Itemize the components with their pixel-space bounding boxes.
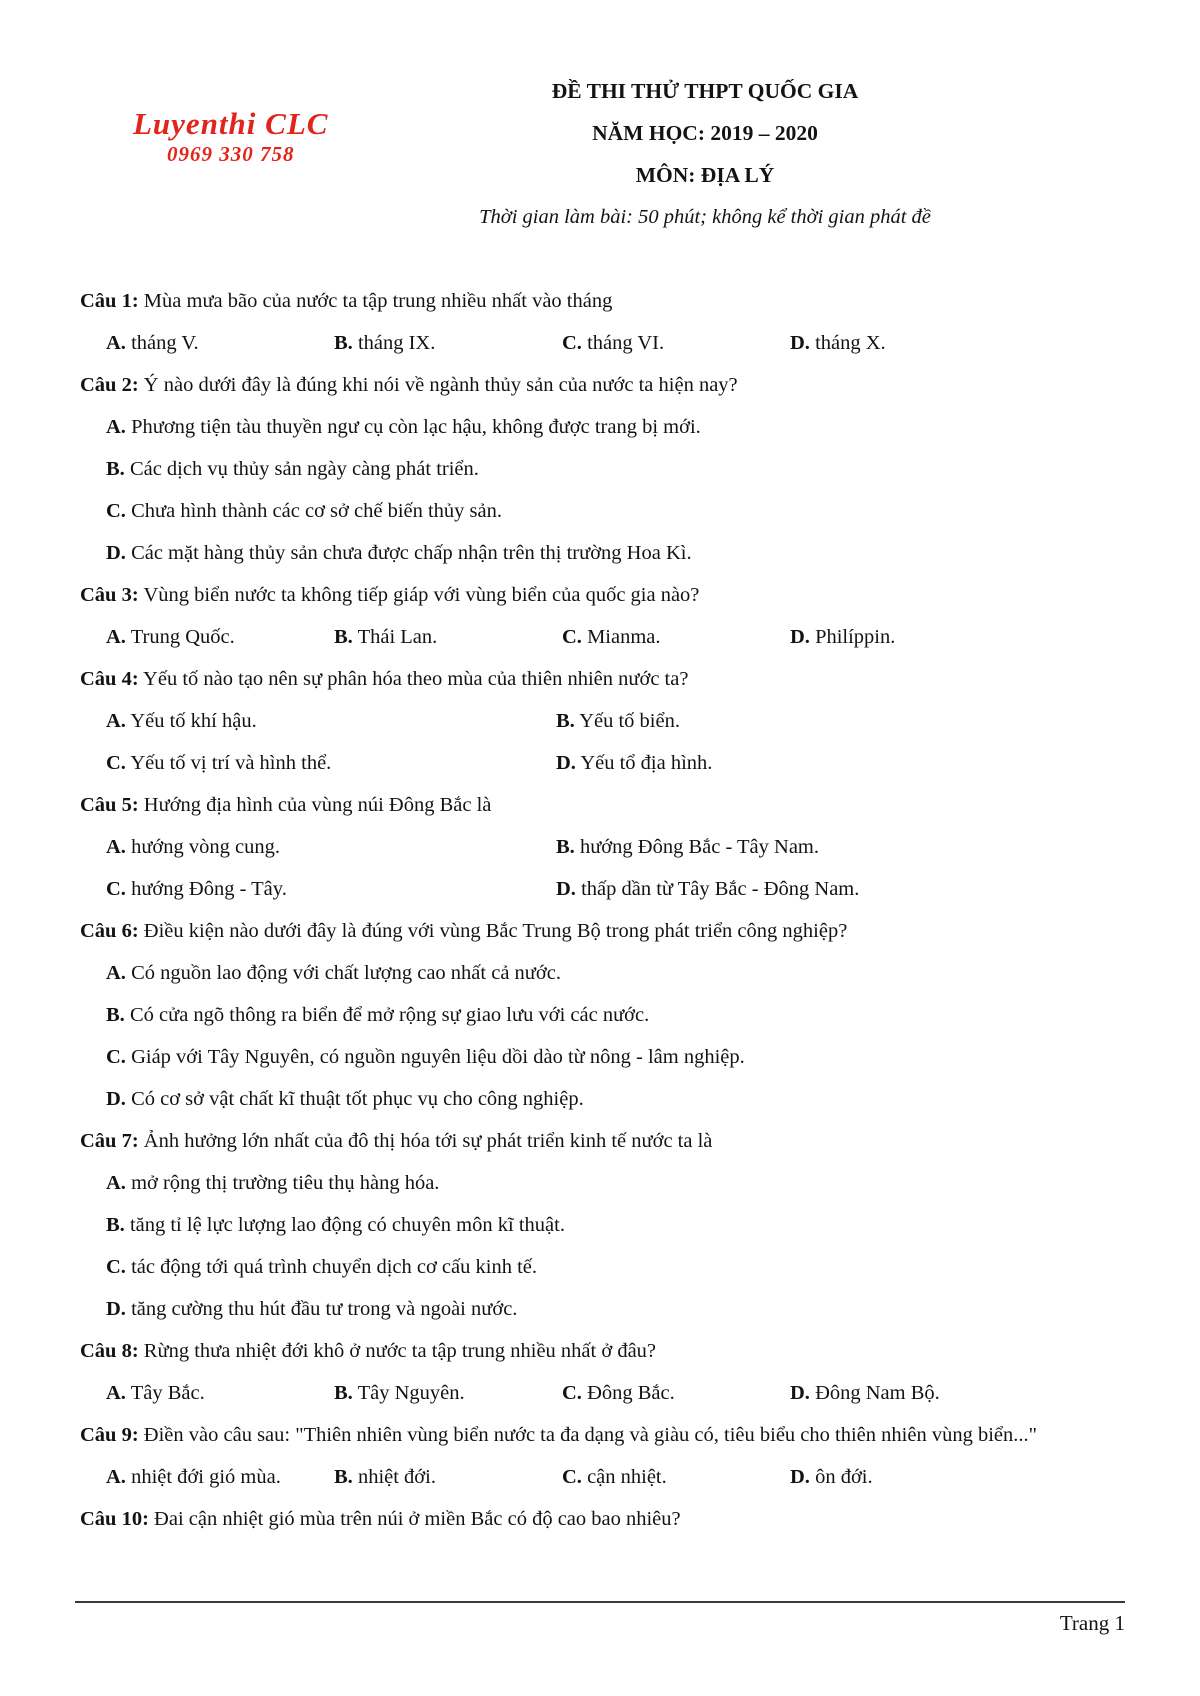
question-text: Ý nào dưới đây là đúng khi nói về ngành thủy sản của nước ta hiện nay? (143, 374, 738, 396)
option-a: A. Tây Bắc. (106, 1382, 205, 1404)
options-row (106, 1456, 1124, 1498)
question-10 (80, 1498, 1124, 1540)
question-8 (80, 1330, 1124, 1414)
option-d: D. Philíppin. (790, 626, 896, 648)
subject: MÔN: ĐỊA LÝ (635, 163, 775, 187)
exam-title: ĐỀ THI THỬ THPT QUỐC GIA (551, 79, 859, 103)
question-text: Đai cận nhiệt gió mùa trên núi ở miền Bắc có độ cao bao nhiêu? (154, 1508, 681, 1530)
question-label: Câu 6: (80, 920, 139, 942)
question-5 (80, 784, 1124, 910)
logo-phone: 0969 330 758 (166, 141, 295, 166)
logo (133, 108, 328, 165)
option-a: A. Có nguồn lao động với chất lượng cao nhất cả nước. (106, 962, 561, 984)
question-3 (80, 574, 1124, 658)
page-number: Trang 1 (1059, 1611, 1125, 1635)
question-label: Câu 7: (80, 1130, 139, 1152)
option-c: C. tác động tới quá trình chuyển dịch cơ cấu kinh tế. (106, 1256, 537, 1278)
question-text: Ảnh hưởng lớn nhất của đô thị hóa tới sự phát triển kinh tế nước ta là (143, 1130, 713, 1152)
option-b: B. tháng IX. (334, 332, 436, 354)
option-a: A. mở rộng thị trường tiêu thụ hàng hóa. (106, 1172, 440, 1194)
option-c: C. Đông Bắc. (562, 1382, 675, 1404)
options-grid (106, 700, 1124, 784)
options-list (106, 1162, 1124, 1330)
question-text: Hướng địa hình của vùng núi Đông Bắc là (143, 794, 492, 816)
question-text: Điều kiện nào dưới đây là đúng với vùng Bắc Trung Bộ trong phát triển công nghiệp? (143, 920, 848, 942)
option-b: B. Thái Lan. (334, 626, 438, 648)
logo-name: Luyenthi CLC (133, 106, 329, 141)
question-label: Câu 5: (80, 794, 139, 816)
option-a: A. Trung Quốc. (106, 626, 235, 648)
option-b: B. nhiệt đới. (334, 1466, 436, 1488)
exam-header (0, 0, 1200, 250)
question-text: Yếu tố nào tạo nên sự phân hóa theo mùa của thiên nhiên nước ta? (143, 668, 689, 690)
options-row (106, 616, 1124, 658)
question-4 (80, 658, 1124, 784)
option-a: A. hướng vòng cung. (106, 836, 280, 858)
school-year: NĂM HỌC: 2019 – 2020 (592, 121, 818, 145)
option-b: B. hướng Đông Bắc - Tây Nam. (556, 836, 819, 858)
question-text: Rừng thưa nhiệt đới khô ở nước ta tập trung nhiều nhất ở đâu? (143, 1340, 657, 1362)
option-d: D. ôn đới. (790, 1466, 873, 1488)
option-d: D. tháng X. (790, 332, 886, 354)
question-text: Vùng biển nước ta không tiếp giáp với vùng biển của quốc gia nào? (143, 584, 700, 606)
options-list (106, 952, 1124, 1120)
page-footer (75, 1601, 1125, 1643)
option-d: D. Các mặt hàng thủy sản chưa được chấp nhận trên thị trường Hoa Kì. (106, 542, 692, 564)
question-1 (80, 280, 1124, 364)
option-d: D. Yếu tổ địa hình. (556, 752, 713, 774)
question-6 (80, 910, 1124, 1120)
option-b: B. Có cửa ngõ thông ra biển để mở rộng sự giao lưu với các nước. (106, 1004, 650, 1026)
option-a: A. nhiệt đới gió mùa. (106, 1466, 281, 1488)
option-c: C. Giáp với Tây Nguyên, có nguồn nguyên liệu dồi dào từ nông - lâm nghiệp. (106, 1046, 745, 1068)
question-label: Câu 8: (80, 1340, 139, 1362)
option-b: B. Yếu tố biển. (556, 710, 680, 732)
question-text: Mùa mưa bão của nước ta tập trung nhiều nhất vào tháng (143, 290, 613, 312)
title-block (355, 0, 1055, 238)
options-grid (106, 826, 1124, 910)
option-c: C. Mianma. (562, 626, 661, 648)
question-label: Câu 2: (80, 374, 139, 396)
option-b: B. tăng tỉ lệ lực lượng lao động có chuyên môn kĩ thuật. (106, 1214, 565, 1236)
question-label: Câu 9: (80, 1424, 139, 1446)
question-text: Điền vào câu sau: "Thiên nhiên vùng biển nước ta đa dạng và giàu có, tiêu biểu cho thiên nhiên vùng biển..." (143, 1424, 1037, 1446)
option-a: A. Yếu tố khí hậu. (106, 710, 257, 732)
option-c: C. Chưa hình thành các cơ sở chế biến thủy sản. (106, 500, 503, 522)
question-9 (80, 1414, 1124, 1498)
question-label: Câu 1: (80, 290, 139, 312)
option-a: A. tháng V. (106, 332, 199, 354)
question-label: Câu 4: (80, 668, 139, 690)
option-b: B. Tây Nguyên. (334, 1382, 465, 1404)
question-2 (80, 364, 1124, 574)
question-label: Câu 10: (80, 1508, 149, 1530)
option-d: D. Có cơ sở vật chất kĩ thuật tốt phục vụ cho công nghiệp. (106, 1088, 584, 1110)
options-list (106, 406, 1124, 574)
options-row (106, 322, 1124, 364)
question-label: Câu 3: (80, 584, 139, 606)
question-list (0, 250, 1200, 1540)
duration-note: Thời gian làm bài: 50 phút; không kể thời gian phát đề (479, 206, 931, 228)
option-c: C. Yếu tố vị trí và hình thể. (106, 752, 332, 774)
options-row (106, 1372, 1124, 1414)
question-7 (80, 1120, 1124, 1330)
option-a: A. Phương tiện tàu thuyền ngư cụ còn lạc hậu, không được trang bị mới. (106, 416, 701, 438)
option-c: C. cận nhiệt. (562, 1466, 667, 1488)
option-b: B. Các dịch vụ thủy sản ngày càng phát triển. (106, 458, 479, 480)
option-d: D. Đông Nam Bộ. (790, 1382, 940, 1404)
option-c: C. hướng Đông - Tây. (106, 878, 287, 900)
option-d: D. thấp dần từ Tây Bắc - Đông Nam. (556, 878, 860, 900)
option-c: C. tháng VI. (562, 332, 665, 354)
option-d: D. tăng cường thu hút đầu tư trong và ngoài nước. (106, 1298, 518, 1320)
